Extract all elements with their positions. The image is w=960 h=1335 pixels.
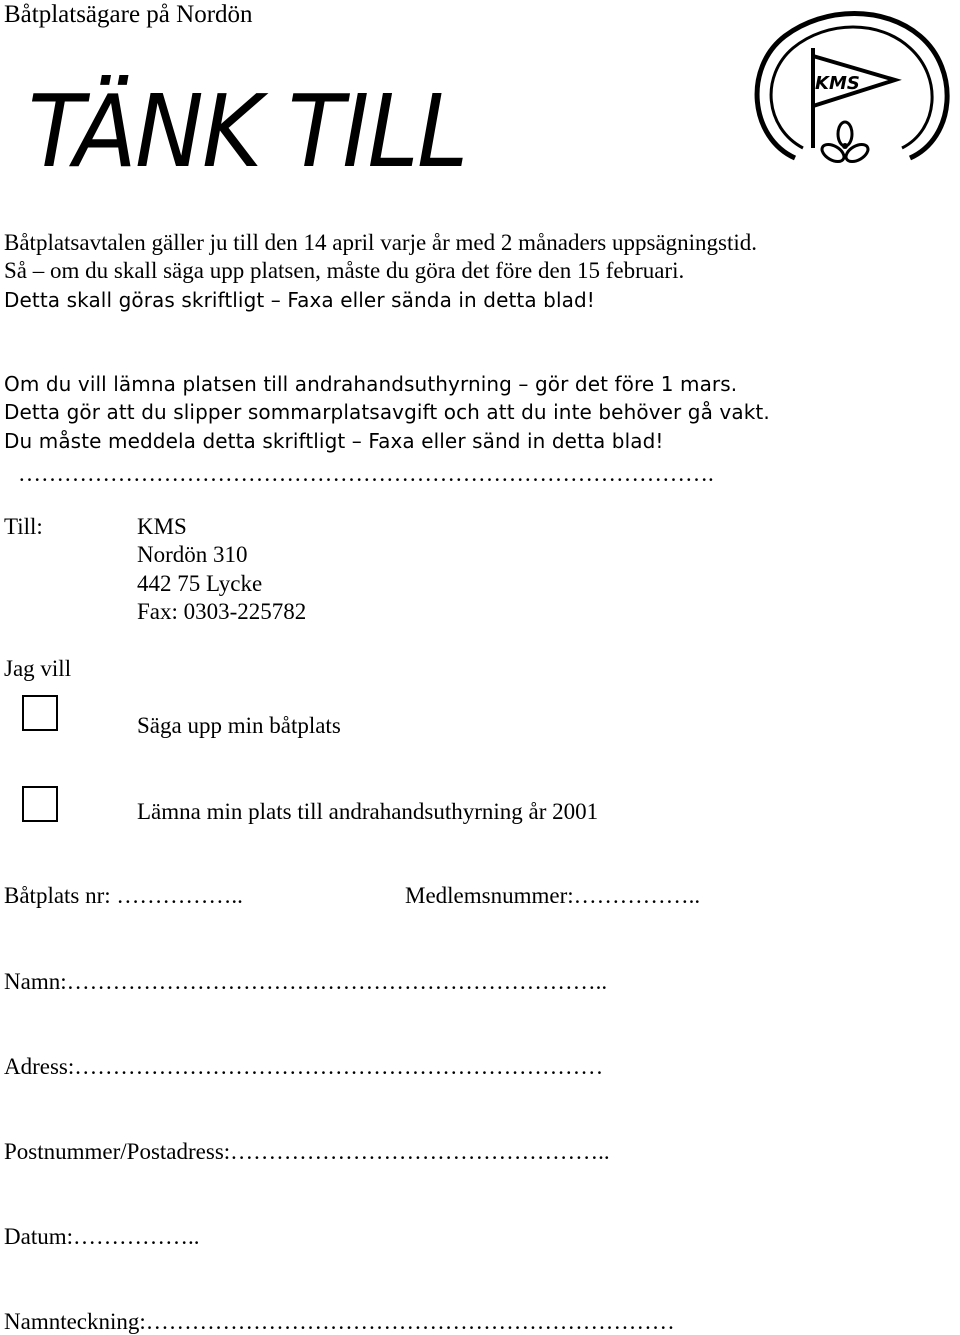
headline: TÄNK TILL — [28, 73, 467, 190]
to-line-org: KMS — [137, 514, 187, 539]
notice1-line2: Så – om du skall säga upp platsen, måste du göra det före den 15 februari. — [4, 258, 685, 283]
to-line-street: Nordön 310 — [137, 542, 248, 567]
to-line-fax: Fax: 0303-225782 — [137, 599, 307, 624]
name-field[interactable]: Namn:…………………………………………………………….. — [4, 969, 608, 994]
notice1-line3: Detta skall göras skriftligt – Faxa eller sända in detta blad! — [4, 288, 595, 312]
checkbox-sublet-berth[interactable] — [22, 786, 58, 822]
separator-dots: ………………………………………………………………………………. — [18, 461, 714, 486]
option-sublet-berth-label: Lämna min plats till andrahandsuthyrning år 2001 — [137, 799, 599, 824]
notice2-line1: Om du vill lämna platsen till andrahandsuthyrning – gör det före 1 mars. — [4, 372, 738, 396]
notice2-line3: Du måste meddela detta skriftligt – Faxa eller sänd in detta blad! — [4, 429, 664, 453]
to-label: Till: — [4, 514, 43, 539]
to-line-postal: 442 75 Lycke — [137, 571, 263, 596]
intent-label: Jag vill — [4, 656, 72, 681]
address-field[interactable]: Adress:…………………………………………………………… — [4, 1054, 604, 1079]
notice2-line2: Detta gör att du slipper sommarplatsavgift och att du inte behöver gå vakt. — [4, 400, 770, 424]
date-field[interactable]: Datum:…………….. — [4, 1224, 200, 1249]
postal-address-field[interactable]: Postnummer/Postadress:………………………………………….. — [4, 1139, 610, 1164]
kms-club-logo — [745, 8, 959, 173]
logo-propeller — [819, 122, 871, 165]
logo-text: KMS — [815, 73, 860, 94]
option-terminate-berth-label: Säga upp min båtplats — [137, 713, 341, 738]
checkbox-terminate-berth[interactable] — [22, 695, 58, 731]
notice1-line1: Båtplatsavtalen gäller ju till den 14 april varje år med 2 månaders uppsägningstid. — [4, 230, 758, 255]
signature-field[interactable]: Namnteckning:…………………………………………………………… — [4, 1309, 675, 1334]
page-header: Båtplatsägare på Nordön — [4, 1, 253, 28]
member-number-field[interactable]: Medlemsnummer:…………….. — [405, 883, 701, 908]
boat-place-number-field[interactable]: Båtplats nr: …………….. — [4, 883, 243, 908]
